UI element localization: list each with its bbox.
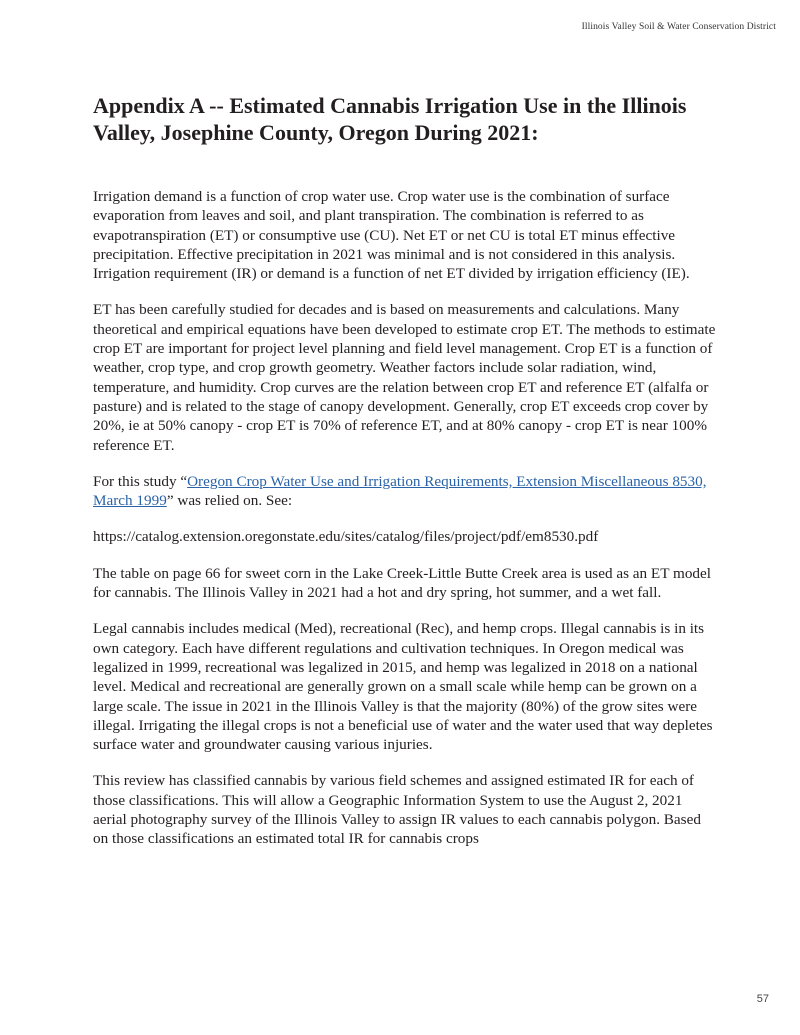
page-title bbox=[93, 92, 733, 146]
reference-link[interactable]: Oregon Crop Water Use and Irrigation Requirements, Extension Miscellaneous 8530, March 1999 bbox=[93, 472, 707, 510]
paragraph-legal-cannabis: Legal cannabis includes medical (Med), recreational (Rec), and hemp crops. Illegal cannabis is in its own category. Each have different regulations and cultivation techniques. In Oregon medical was legalized in 1999, recreational was legalized in 2015, and hemp was legalized in 2018 on a national level. Medical and recreational are generally grown on a small scale while hemp can be grown on a large scale. The issue in 2021 in the Illinois Valley is that the majority (80%) of the grow sites were illegal. Irrigating the illegal crops is not a beneficial use of water and the water used that way depletes surface water and groundwater causing various injuries. bbox=[93, 620, 713, 754]
paragraph-study-reference bbox=[93, 472, 718, 511]
paragraph-irrigation-demand: Irrigation demand is a function of crop water use. Crop water use is the combination of surface evaporation from leaves and soil, and plant transpiration. The combination is referred to as evapotranspiration (ET) or consumptive use (CU). Net ET or net CU is total ET minus effective precipitation. Effective precipitation in 2021 was minimal and is not considered in this analysis. Irrigation requirement (IR) or demand is a function of net ET divided by irrigation efficiency (IE). bbox=[93, 188, 690, 283]
reference-suffix: ” was relied on. See: bbox=[166, 492, 293, 510]
page-title-line-2: Valley, Josephine County, Oregon During 2021: bbox=[93, 120, 539, 145]
paragraph-et-studies: ET has been carefully studied for decades and is based on measurements and calculations. Many theoretical and empirical equations have been developed to estimate crop ET. The methods to estimate crop ET are important for project level planning and field level management. Crop ET is a function of weather, crop type, and crop growth geometry. Weather factors include solar radiation, wind, temperature, and humidity. Crop curves are the relation between crop ET and reference ET (alfalfa or pasture) and is related to the stage of canopy development. Generally, crop ET exceeds crop cover by 20%, ie at 50% canopy - crop ET is 70% of reference ET, and at 80% canopy - crop ET is near 100% reference ET. bbox=[93, 301, 716, 454]
running-header: Illinois Valley Soil & Water Conservation District bbox=[581, 22, 776, 32]
paragraph-url: https://catalog.extension.oregonstate.edu/sites/catalog/files/project/pdf/em8530.pdf bbox=[93, 528, 599, 546]
page-title-line-1: Appendix A -- Estimated Cannabis Irrigation Use in the Illinois bbox=[93, 93, 687, 118]
paragraph-et-model: The table on page 66 for sweet corn in the Lake Creek-Little Butte Creek area is used as an ET model for cannabis. The Illinois Valley in 2021 had a hot and dry spring, hot summer, and a wet fall. bbox=[93, 564, 711, 602]
body-text bbox=[93, 187, 718, 866]
reference-prefix: For this study “ bbox=[93, 472, 188, 490]
paragraph-classification: This review has classified cannabis by various field schemes and assigned estimated IR for each of those classifications. This will allow a Geographic Information System to use the August 2, 2021 aerial photography survey of the Illinois Valley to assign IR values to each cannabis polygon. Based on those classifications an estimated total IR for cannabis crops bbox=[93, 772, 701, 848]
page-number: 57 bbox=[756, 993, 769, 1005]
